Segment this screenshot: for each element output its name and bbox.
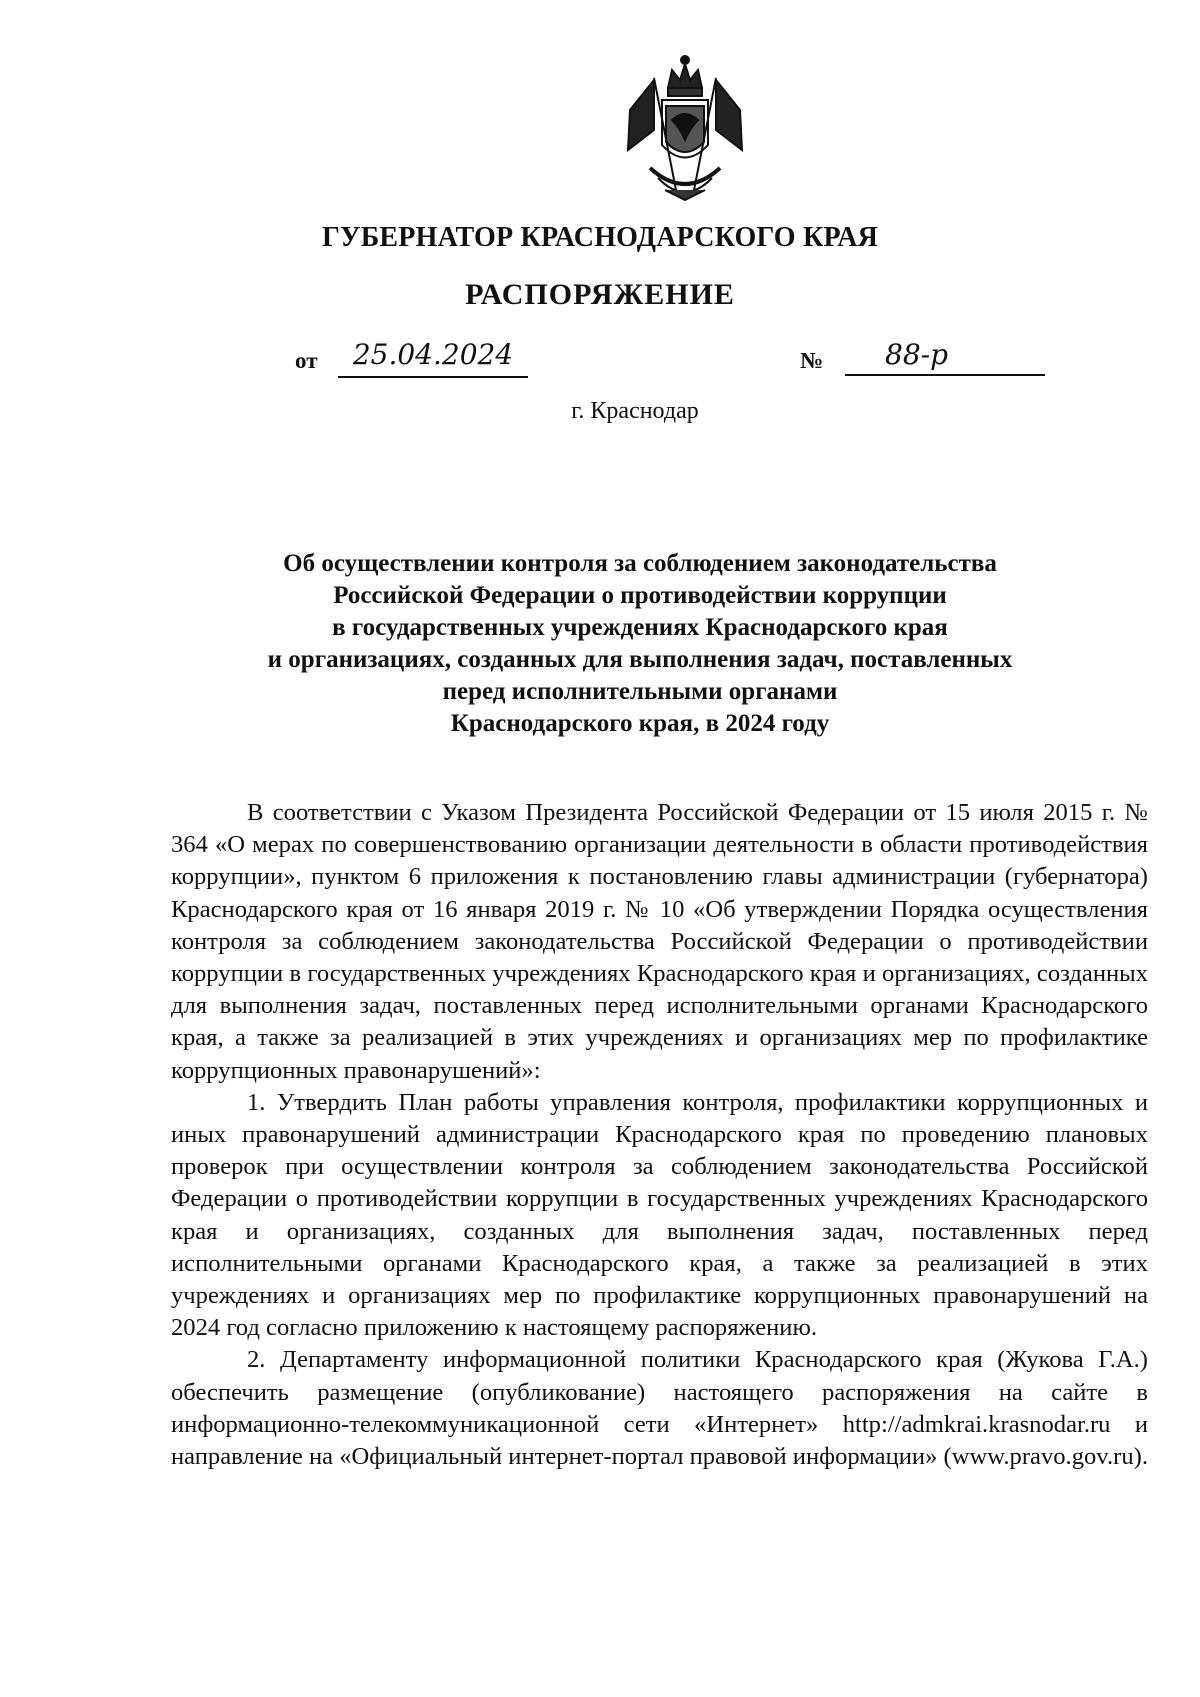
document-type: РАСПОРЯЖЕНИЕ <box>465 278 735 311</box>
document-title <box>150 548 1130 740</box>
coat-of-arms-emblem <box>610 50 760 210</box>
title-line: и организациях, созданных для выполнения задач, поставленных <box>267 646 1013 673</box>
city-of-issue: г. Краснодар <box>571 398 699 424</box>
title-line: Краснодарского края, в 2024 году <box>450 710 830 737</box>
item-1-paragraph: 1. Утвердить План работы управления контроля, профилактики коррупционных и иных правонарушений администрации Краснодарского края по проведению плановых проверок при осуществлении контроля за соблюдением законодательства Российской Федерации о противодействии коррупции в государственных учреждениях Краснодарского края и организациях, созданных для выполнения задач, поставленных перед исполнительными органами Краснодарского края, а также за реализацией в этих учреждениях и организациях мер по профилактике коррупционных правонарушений на 2024 год согласно приложению к настоящему распоряжению. <box>171 1088 1148 1342</box>
document-body <box>171 797 1148 1473</box>
date-prefix: от <box>295 348 318 373</box>
title-line: Об осуществлении контроля за соблюдением законодательства <box>283 550 997 577</box>
item-2-paragraph: 2. Департаменту информационной политики Краснодарского края (Жукова Г.А.) обеспечить размещение (опубликование) настоящего распоряжения на сайте в информационно-телекоммуникационной сети «Интернет» http://admkrai.krasnodar.ru и направление на «Официальный интернет-портал правовой информации» (www.pravo.gov.ru). <box>171 1346 1148 1471</box>
preamble-paragraph: В соответствии с Указом Президента Российской Федерации от 15 июля 2015 г. № 364 «О мерах по совершенствованию организации деятельности в области противодействия коррупции», пунктом 6 приложения к постановлению главы администрации (губернатора) Краснодарского края от 16 января 2019 г. № 10 «Об утверждении Порядка осуществления контроля за соблюдением законодательства Российской Федерации о противодействии коррупции в государственных учреждениях Краснодарского края и организациях, созданных для выполнения задач, поставленных перед исполнительными органами Краснодарского края, а также за реализацией в этих учреждениях и организациях мер по профилактике коррупционных правонарушений»: <box>171 799 1148 1084</box>
title-line: Российской Федерации о противодействии коррупции <box>333 582 947 609</box>
title-line: перед исполнительными органами <box>442 678 838 705</box>
handwritten-number: 88-р <box>845 336 1045 376</box>
issuing-authority: ГУБЕРНАТОР КРАСНОДАРСКОГО КРАЯ <box>321 222 879 253</box>
number-label: № <box>800 348 824 373</box>
title-line: в государственных учреждениях Краснодарского края <box>332 614 948 641</box>
handwritten-date: 25.04.2024 <box>338 336 528 378</box>
